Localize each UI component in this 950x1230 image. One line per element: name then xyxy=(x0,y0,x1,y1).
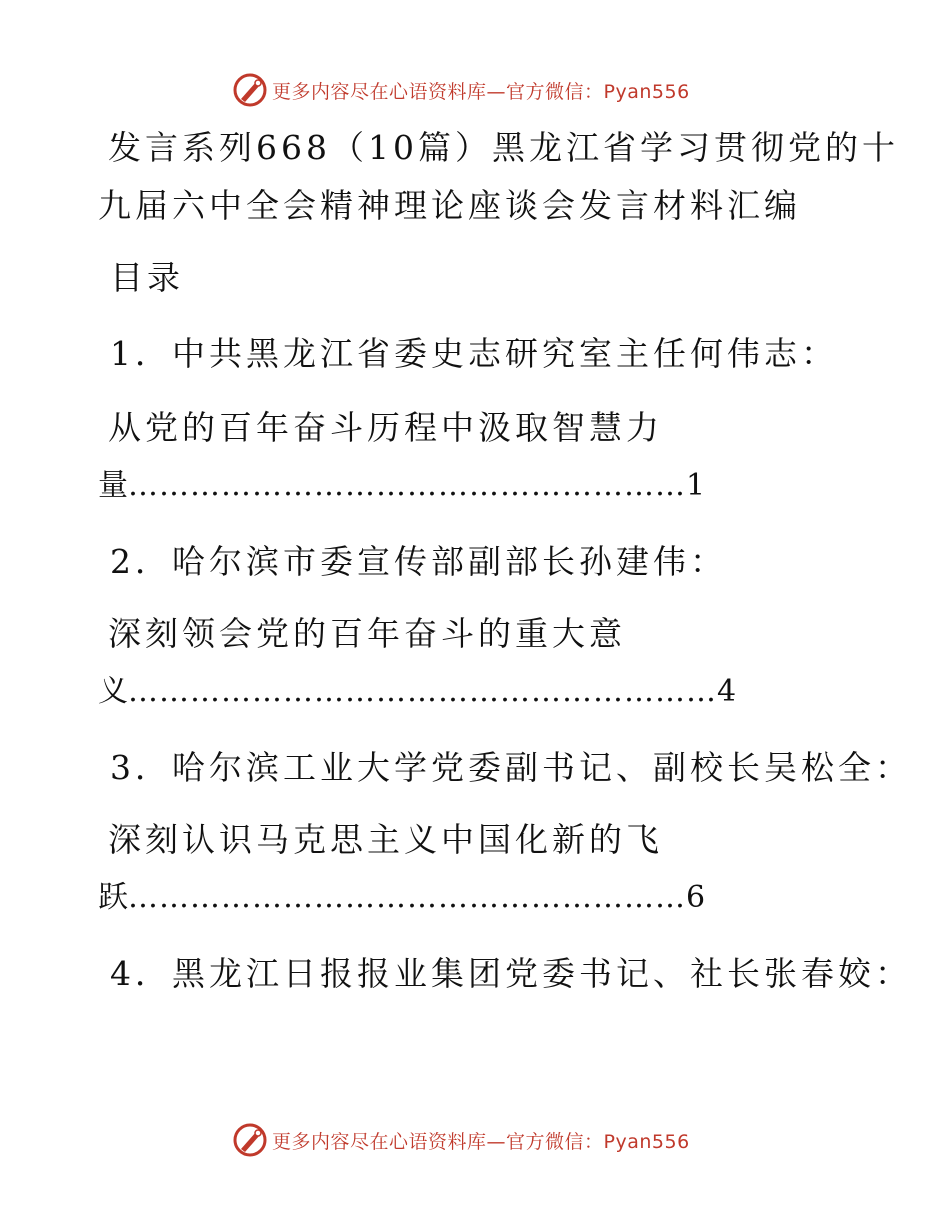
toc-entry-2-title-tail: 义 xyxy=(98,674,128,709)
toc-entry-2-title: 深刻领会党的百年奋斗的重大意 xyxy=(108,614,626,653)
watermark-footer xyxy=(232,1120,690,1160)
pen-logo-icon xyxy=(232,72,268,108)
pen-logo-icon xyxy=(232,1122,268,1158)
document-title-line-2: 九届六中全会精神理论座谈会发言材料汇编 xyxy=(98,186,801,225)
toc-entry-3-leader[interactable] xyxy=(98,878,705,918)
watermark-text: 更多内容尽在心语资料库—官方微信：Pyan556 xyxy=(272,1130,690,1153)
toc-entry-1-title: 从党的百年奋斗历程中汲取智慧力 xyxy=(108,408,663,447)
toc-entry-2-page-number: 4 xyxy=(717,674,737,709)
toc-entry-3-title: 深刻认识马克思主义中国化新的飞 xyxy=(108,820,663,859)
toc-entry-1-leader[interactable] xyxy=(98,466,705,506)
toc-entry-3-speaker: 3．哈尔滨工业大学党委副书记、副校长吴松全： xyxy=(110,748,912,787)
toc-entry-3-title-tail: 跃 xyxy=(98,880,128,915)
toc-heading: 目录 xyxy=(110,258,184,297)
toc-entry-4-speaker: 4．黑龙江日报报业集团党委书记、社长张春姣： xyxy=(110,954,912,993)
document-title-line-1: 发言系列668（10篇）黑龙江省学习贯彻党的十 xyxy=(108,128,899,167)
toc-entry-1-title-tail: 量 xyxy=(98,468,128,503)
watermark-header xyxy=(232,70,690,110)
toc-entry-1-dots: ……………………………………………… xyxy=(128,468,686,503)
toc-entry-1-speaker: 1．中共黑龙江省委史志研究室主任何伟志： xyxy=(110,334,838,373)
toc-entry-1-page-number: 1 xyxy=(686,468,706,503)
toc-entry-3-dots: ……………………………………………… xyxy=(128,880,686,915)
toc-entry-3-page-number: 6 xyxy=(686,880,706,915)
toc-entry-2-speaker: 2．哈尔滨市委宣传部副部长孙建伟： xyxy=(110,542,727,581)
toc-entry-2-leader[interactable] xyxy=(98,672,736,712)
watermark-text: 更多内容尽在心语资料库—官方微信：Pyan556 xyxy=(272,80,690,103)
toc-entry-2-dots: ………………………………………………… xyxy=(128,674,717,709)
